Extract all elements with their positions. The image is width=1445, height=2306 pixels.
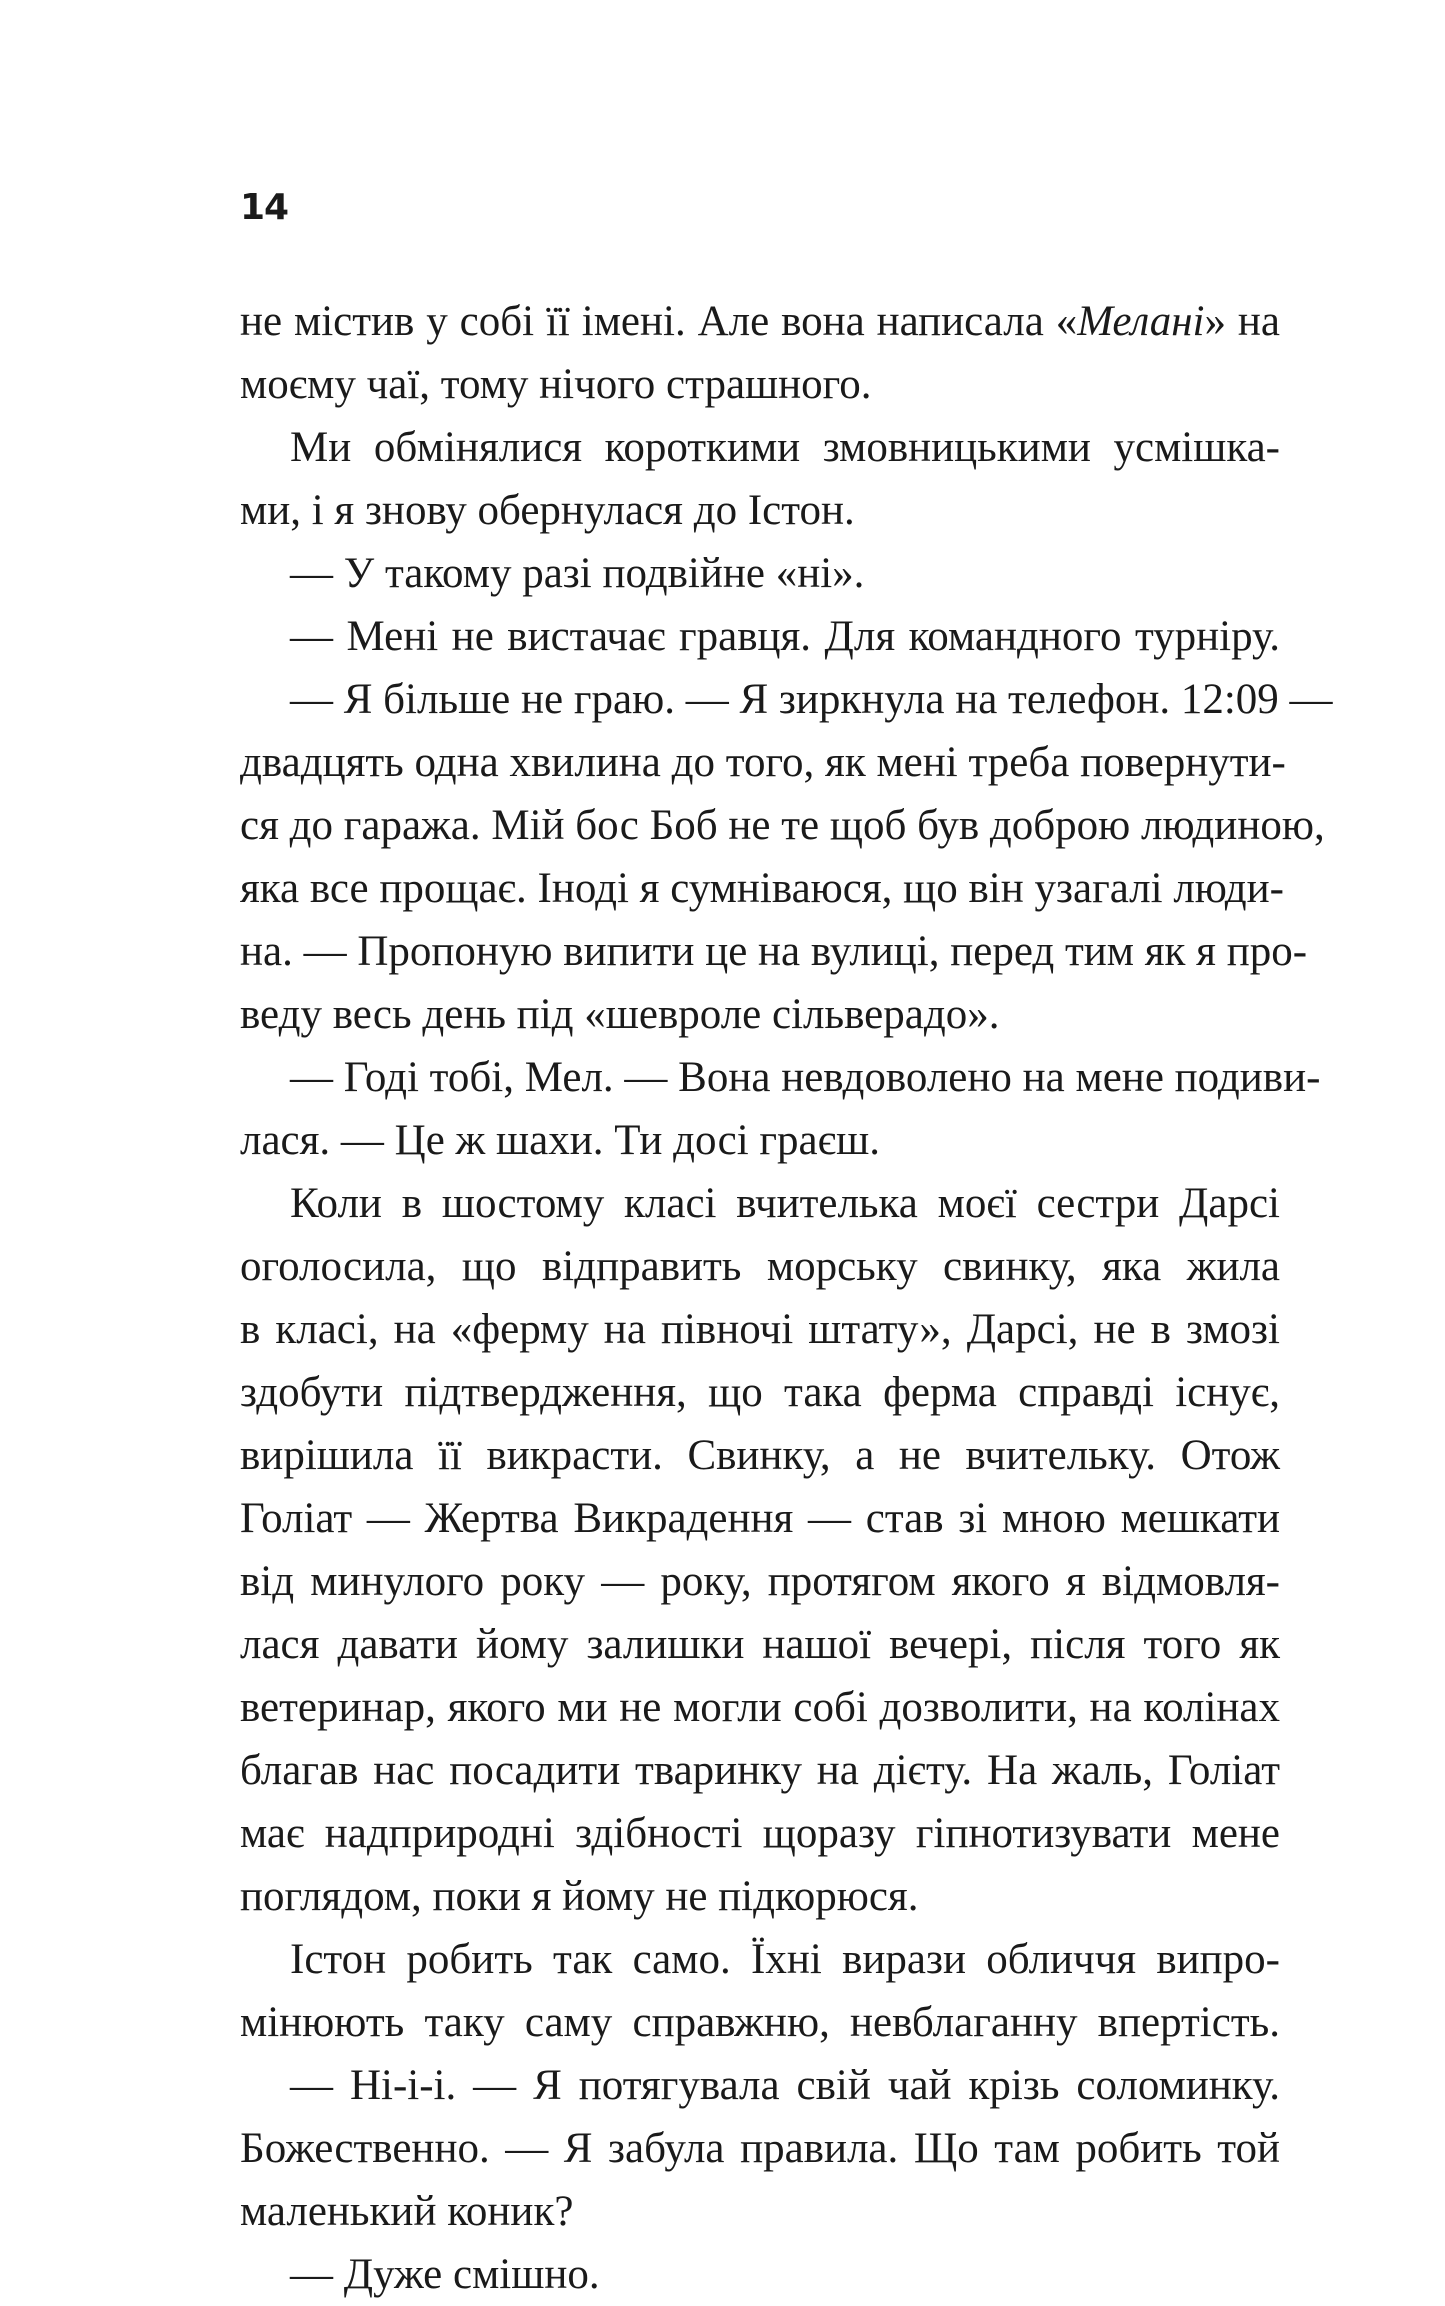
text-line: мінюють таку саму справжню, невблаганну впертість. — [240, 1999, 1280, 2046]
text-line: Голіат — Жертва Викрадення — став зі мною мешкати — [240, 1495, 1280, 1542]
text-line: — Дуже смішно. — [290, 2251, 600, 2298]
text-line: має надприродні здібності щоразу гіпнотизувати мене — [240, 1810, 1280, 1857]
text-line: ми, і я знову обернулася до Істон. — [240, 487, 855, 534]
text-line: Коли в шостому класі вчителька моєї сестри Дарсі — [290, 1180, 1280, 1227]
page-number: 14 — [240, 187, 289, 228]
text-line: — Мені не вистачає гравця. Для командного турніру. — [290, 613, 1280, 660]
text-line: маленький коник? — [240, 2188, 574, 2235]
text-line: в класі, на «ферму на півночі штату», Дарсі, не в змозі — [240, 1306, 1280, 1353]
text-line: на. — Пропоную випити це на вулиці, перед тим як я про- — [240, 928, 1308, 975]
text-line: Божественно. — Я забула правила. Що там робить той — [240, 2125, 1280, 2172]
text-line: моєму чаї, тому нічого страшного. — [240, 361, 872, 408]
text-line: не містив у собі її імені. Але вона написала «Мелані» на — [240, 298, 1281, 345]
text-line: — Ні-і-і. — Я потягувала свій чай крізь соломинку. — [290, 2062, 1280, 2109]
text-line: оголосила, що відправить морську свинку, яка жила — [240, 1243, 1280, 1290]
text-line: двадцять одна хвилина до того, як мені треба повернути- — [240, 739, 1286, 786]
emphasized-name: Мелані — [1077, 298, 1205, 345]
text-line: Істон робить так само. Їхні вирази обличчя випро- — [290, 1936, 1280, 1983]
text-line: — Я більше не граю. — Я зиркнула на телефон. 12:09 — — [290, 676, 1333, 723]
text-line: — У такому разі подвійне «ні». — [290, 550, 865, 597]
text-line: благав нас посадити тваринку на дієту. На жаль, Голіат — [240, 1747, 1280, 1794]
text-line: ветеринар, якого ми не могли собі дозволити, на колінах — [240, 1684, 1280, 1731]
text-line: від минулого року — року, протягом якого я відмовля- — [240, 1558, 1280, 1605]
text-line: здобути підтвердження, що така ферма справді існує, — [240, 1369, 1280, 1416]
body-text — [240, 290, 1333, 2306]
text-line: ся до гаража. Мій бос Боб не те щоб був доброю людиною, — [240, 802, 1325, 849]
text-line: поглядом, поки я йому не підкорюся. — [240, 1873, 919, 1920]
text-line: лася давати йому залишки нашої вечері, після того як — [240, 1621, 1280, 1668]
text-line: лася. — Це ж шахи. Ти досі граєш. — [240, 1117, 880, 1164]
text-line: яка все прощає. Іноді я сумніваюся, що він узагалі люди- — [240, 865, 1284, 912]
text-line: Ми обмінялися короткими змовницькими усмішка- — [290, 424, 1280, 471]
text-line: вирішила її викрасти. Свинку, а не вчительку. Отож — [240, 1432, 1280, 1479]
text-line: веду весь день під «шевроле сільверадо». — [240, 991, 1000, 1038]
text-line: — Годі тобі, Мел. — Вона невдоволено на мене подиви- — [290, 1054, 1321, 1101]
